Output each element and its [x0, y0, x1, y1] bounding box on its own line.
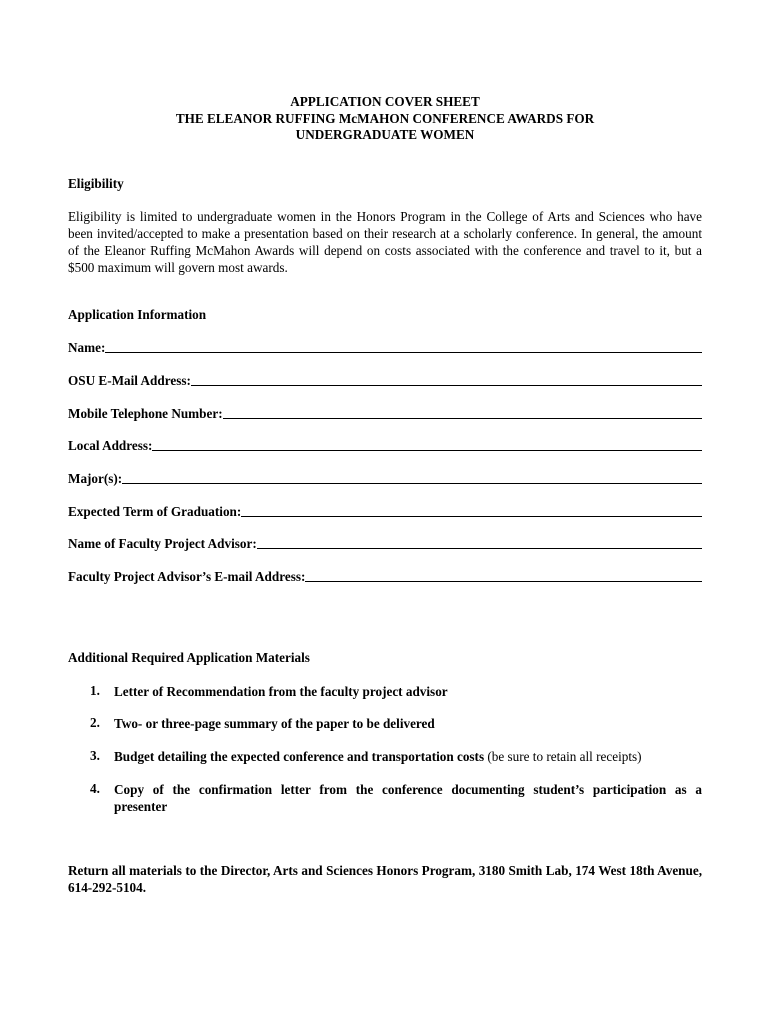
list-item-text-line-1: Copy of the confirmation letter from the conference documenting student’s participation as a	[114, 782, 702, 797]
list-item-number: 3.	[90, 748, 100, 763]
advisor-email-field[interactable]	[68, 568, 702, 585]
title-line-3: UNDERGRADUATE WOMEN	[295, 127, 475, 142]
list-item-number: 4.	[90, 781, 100, 796]
name-field[interactable]	[68, 339, 702, 356]
mobile-phone-input-line[interactable]	[223, 418, 702, 419]
graduation-term-field[interactable]	[68, 503, 702, 520]
advisor-name-label: Name of Faculty Project Advisor:	[68, 536, 257, 551]
graduation-term-input-line[interactable]	[241, 516, 702, 517]
list-item-number: 2.	[90, 715, 100, 730]
email-field[interactable]	[68, 372, 702, 389]
name-input-line[interactable]	[105, 352, 702, 353]
advisor-name-input-line[interactable]	[257, 548, 702, 549]
majors-field[interactable]	[68, 470, 702, 487]
majors-input-line[interactable]	[122, 483, 702, 484]
local-address-field[interactable]	[68, 437, 702, 454]
return-instructions: Return all materials to the Director, Arts and Sciences Honors Program, 3180 Smith Lab, 174 West 18th Avenue, 614-292-5104.	[68, 863, 702, 895]
title-line-1: APPLICATION COVER SHEET	[290, 94, 480, 109]
local-address-label: Local Address:	[68, 438, 153, 453]
list-item-text-line-2: presenter	[114, 799, 168, 814]
graduation-term-label: Expected Term of Graduation:	[68, 504, 242, 519]
list-item-text: Two- or three-page summary of the paper to be delivered	[114, 716, 435, 731]
email-label: OSU E-Mail Address:	[68, 373, 191, 388]
list-item-text: Letter of Recommendation from the faculty project advisor	[114, 684, 448, 699]
eligibility-paragraph: Eligibility is limited to undergraduate women in the Honors Program in the College of Arts and Sciences who have been invited/accepted to make a presentation based on their research at a scholarly conference. In general, the amount of the Eleanor Ruffing McMahon Awards will depend on costs associated with the conference and travel to it, but a $500 maximum will govern most awards.	[68, 209, 702, 275]
eligibility-heading: Eligibility	[68, 176, 124, 191]
advisor-email-label: Faculty Project Advisor’s E-mail Address:	[68, 569, 306, 584]
mobile-phone-label: Mobile Telephone Number:	[68, 406, 223, 421]
name-label: Name:	[68, 340, 106, 355]
local-address-input-line[interactable]	[152, 450, 702, 451]
application-info-heading: Application Information	[68, 307, 207, 322]
title-line-2: THE ELEANOR RUFFING McMAHON CONFERENCE AWARDS FOR	[175, 110, 595, 126]
document-title	[0, 94, 770, 144]
materials-heading: Additional Required Application Materials	[68, 650, 310, 665]
list-item-text: Budget detailing the expected conference and transportation costs	[114, 749, 485, 764]
advisor-name-field[interactable]	[68, 535, 702, 552]
advisor-email-input-line[interactable]	[305, 581, 702, 582]
majors-label: Major(s):	[68, 471, 123, 486]
list-item-number: 1.	[90, 683, 100, 698]
email-input-line[interactable]	[191, 385, 702, 386]
list-item-note: (be sure to retain all receipts)	[484, 749, 642, 764]
mobile-phone-field[interactable]	[68, 405, 702, 422]
